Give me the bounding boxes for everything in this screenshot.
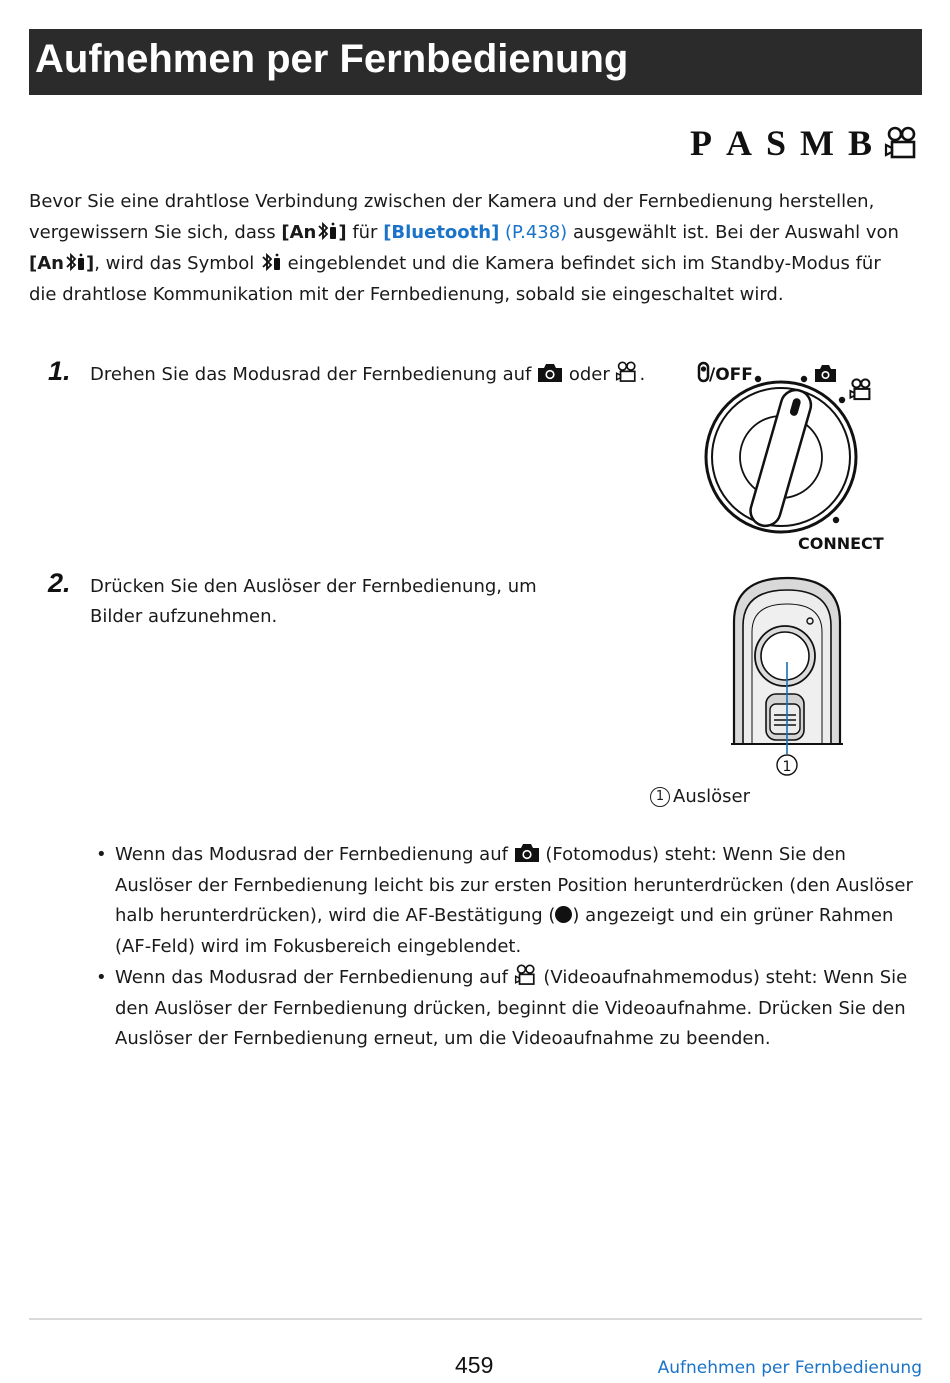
mode-p: P (689, 123, 712, 163)
bullet-mark: • (96, 967, 107, 988)
connect-label: CONNECT (798, 534, 884, 553)
setting-on-bt-1: [An ] (281, 222, 347, 243)
step-text: Drehen Sie das Modusrad der Fernbedienung auf oder . (90, 360, 645, 390)
step-2 (48, 568, 608, 638)
mode-dial-illustration (694, 358, 884, 558)
step-1 (48, 356, 648, 396)
power-icon (699, 363, 708, 381)
dial-position-dot (801, 376, 807, 382)
mode-s: S (765, 123, 786, 163)
caption-number: 1 (650, 787, 670, 807)
bluetooth-link[interactable]: [Bluetooth] (383, 222, 500, 243)
footer-section-link[interactable]: Aufnehmen per Fernbedienung (657, 1358, 922, 1378)
remote-control-illustration (728, 574, 846, 782)
movie-camera-icon (884, 126, 920, 160)
bluetooth-remote-icon (64, 252, 86, 272)
dial-position-dot (755, 376, 761, 382)
dial-position-dot (839, 397, 845, 403)
camera-icon (514, 843, 540, 863)
setting-on-bt-2: [An ] (29, 253, 95, 274)
intro-paragraph: Bevor Sie eine drahtlose Verbindung zwischen der Kamera und der Fernbedienung herstellen, vergewissern Sie sich, dass [An ] für [Bluetooth] (P.438) ausgewählt ist. Bei der Auswahl von [An ], wird das Symbol eingeblendet und die Kamera befindet sich im Standby-Modus für die drahtlose Kommunikation mit der Fernbedienung, sobald sie eingeschaltet wird. (29, 191, 899, 305)
camera-icon (537, 363, 563, 383)
camera-icon (815, 365, 836, 382)
mode-a: A (725, 123, 752, 163)
list-item: • Wenn das Modusrad der Fernbedienung auf (Videoaufnahmemodus) steht: Wenn Sie den Auslöser der Fernbedienung drücken, beginnt die Videoaufnahme. Drücken Sie den Auslöser der Fernbedienung erneut, um die Videoaufnahme zu beenden. (96, 963, 916, 1055)
notes-list (96, 840, 916, 1055)
bluetooth-remote-icon (316, 221, 338, 241)
dial-position-dot (833, 517, 839, 523)
bullet-mark: • (96, 844, 107, 865)
movie-camera-icon (514, 964, 538, 986)
mode-m: M (800, 123, 834, 163)
step-number: 2. (48, 568, 71, 598)
caption-label: Auslöser (673, 786, 750, 807)
af-confirmation-icon (555, 906, 572, 923)
page-title: Aufnehmen per Fernbedienung (29, 29, 922, 95)
callout-number: 1 (782, 759, 792, 775)
page-ref-link[interactable]: (P.438) (499, 222, 568, 243)
page-number: 459 (455, 1352, 494, 1378)
mode-b: B (847, 123, 872, 163)
mode-indicators (676, 122, 920, 164)
shutter-button (761, 632, 809, 680)
list-item: • Wenn das Modusrad der Fernbedienung auf (Fotomodus) steht: Wenn Sie den Auslöser der Fernbedienung leicht bis zur ersten Position herunterdrücken (den Auslöser halb herunterdrücken), wird die AF-Bestätigung ( ) angezeigt und ein grüner Rahmen (AF-Feld) wird im Fokusbereich eingeblendet. (96, 840, 916, 962)
step-number: 1. (48, 356, 71, 386)
intro-text-1: Bevor Sie eine drahtlose Verbindung zwischen der Kamera und der Fernbedienung herstellen, vergewissern Sie sich, dass (29, 191, 875, 243)
movie-camera-icon (850, 379, 869, 399)
movie-camera-icon (615, 361, 639, 383)
footer-divider (29, 1318, 922, 1320)
step-text: Drücken Sie den Auslöser der Fernbedienung, um Bilder aufzunehmen. (90, 576, 537, 627)
figure-caption (650, 786, 750, 807)
bluetooth-remote-icon (260, 252, 282, 272)
off-label: /OFF (709, 365, 753, 385)
